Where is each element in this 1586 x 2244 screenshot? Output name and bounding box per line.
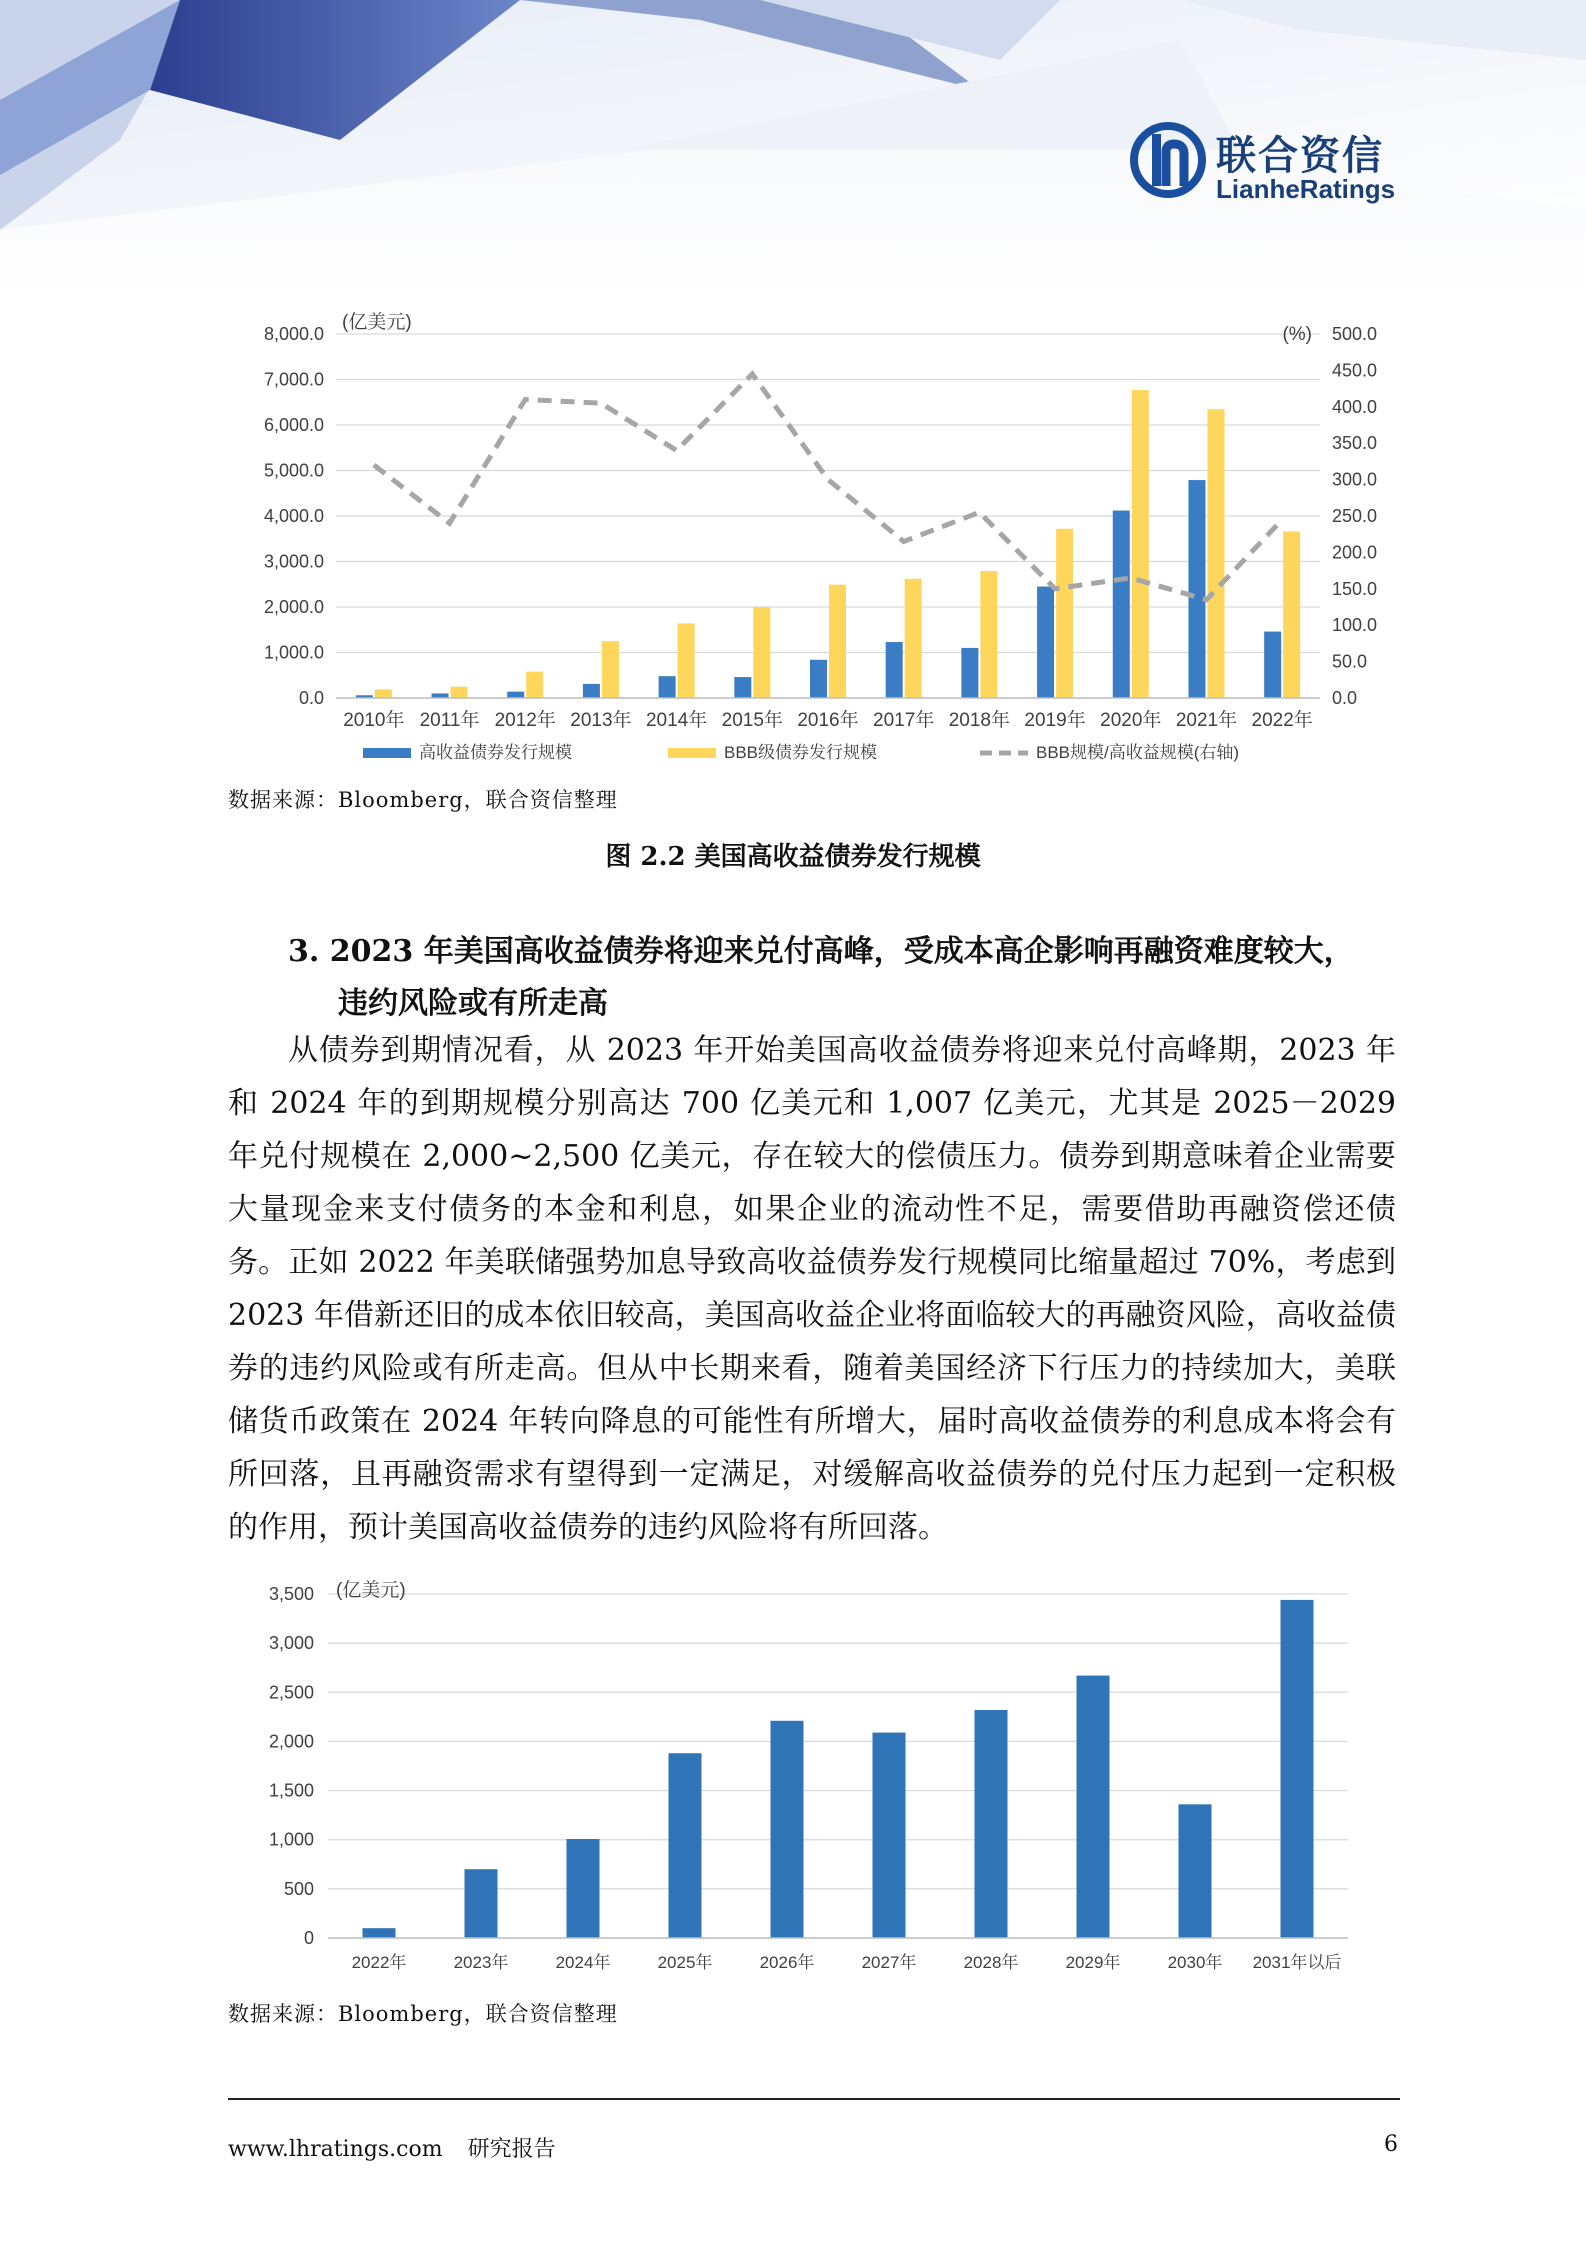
- page-number: 6: [1384, 2132, 1398, 2157]
- brand-name-en: LianheRatings: [1216, 174, 1396, 204]
- bar-bbb: [1283, 531, 1300, 698]
- legend-ratio-label: BBB规模/高收益规模(右轴): [1036, 743, 1240, 762]
- footer-website[interactable]: [228, 2132, 556, 2163]
- bar-high-yield: [810, 660, 827, 698]
- bar-high-yield: [1037, 587, 1054, 698]
- y-axis-unit: (亿美元): [336, 1580, 406, 1601]
- x-axis-tick: 2022年: [1251, 710, 1313, 731]
- bar-high-yield: [1264, 632, 1281, 698]
- bar-high-yield: [1113, 511, 1130, 698]
- section-heading-line2: 违约风险或有所走高: [338, 986, 608, 1021]
- footer-website-link[interactable]: www.lhratings.com: [228, 2137, 443, 2162]
- x-axis-tick: 2010年: [343, 710, 405, 731]
- x-axis-tick: 2027年: [861, 1953, 917, 1972]
- x-axis-tick: 2014年: [645, 710, 708, 731]
- x-axis-tick: 2013年: [570, 710, 632, 731]
- right-axis-tick: 100.0: [1332, 615, 1378, 636]
- lianhe-logo-icon: [1128, 118, 1208, 202]
- left-axis-tick: 6,000.0: [263, 415, 324, 435]
- right-axis-tick: 200.0: [1332, 542, 1378, 563]
- bar-high-yield: [886, 642, 903, 698]
- bar-bbb: [451, 687, 468, 698]
- footer-label: 研究报告: [467, 2137, 556, 2162]
- body-paragraph: 从债券到期情况看，从 2023 年开始美国高收益债券将迎来兑付高峰期，2023 年和 2024 年的到期规模分别高达 700 亿美元和 1,007 亿美元，尤其是 2025－2029 年兑付规模在 2,000~2,500 亿美元，存在较大的偿债压力。债券到期意味着企业需要大量现金来支付债务的本金和利息，如果企业的流动性不足，需要借助再融资偿还债务。正如 2022 年美联储强势加息导致高收益债券发行规模同比缩量超过 70%，考虑到 2023 年借新还旧的成本依旧较高，美国高收益企业将面临较大的再融资风险，高收益债券的违约风险或有所走高。但从中长期来看，随着美国经济下行压力的持续加大，美联储货币政策在 2024 年转向降息的可能性有所增大，届时高收益债券的利息成本将会有所回落，且再融资需求有望得到一定满足，对缓解高收益债券的兑付压力起到一定积极的作用，预计美国高收益债券的违约风险将有所回落。: [228, 1033, 1396, 1545]
- maturity-bar: [1077, 1676, 1110, 1938]
- x-axis-tick: 2019年: [1024, 710, 1086, 731]
- maturity-bar: [567, 1839, 600, 1938]
- bar-bbb: [1132, 390, 1149, 698]
- bar-bbb: [375, 689, 392, 698]
- y-axis-tick: 1,500: [268, 1780, 314, 1801]
- section-heading-line1: 3. 2023 年美国高收益债券将迎来兑付高峰，受成本高企影响再融资难度较大，: [288, 934, 1354, 969]
- left-axis-tick: 2,000.0: [263, 597, 324, 617]
- legend-bbb-label: BBB级债券发行规模: [724, 743, 878, 762]
- x-axis-tick: 2016年: [797, 710, 859, 731]
- maturity-bar: [771, 1721, 804, 1938]
- bar-bbb: [1056, 529, 1073, 698]
- right-axis-tick: 500.0: [1332, 324, 1378, 344]
- x-axis-tick: 2030年: [1167, 1953, 1223, 1972]
- bar-bbb: [526, 672, 543, 698]
- x-axis-tick: 2026年: [759, 1953, 815, 1972]
- maturity-bar: [669, 1753, 702, 1938]
- bar-bbb: [678, 623, 695, 698]
- bar-bbb: [1207, 409, 1224, 698]
- bar-high-yield: [1188, 480, 1205, 698]
- right-axis-tick: 350.0: [1332, 433, 1378, 454]
- figure-caption: 图 2.2 美国高收益债券发行规模: [605, 842, 981, 872]
- brand-logo: [1128, 118, 1428, 208]
- bar-bbb: [829, 585, 846, 698]
- left-axis-tick: 5,000.0: [263, 460, 324, 481]
- right-axis-tick: 150.0: [1332, 578, 1378, 599]
- x-axis-tick: 2020年: [1100, 710, 1162, 731]
- bar-high-yield: [659, 676, 676, 698]
- x-axis-tick: 2012年: [494, 710, 556, 731]
- x-axis-tick: 2022年: [351, 1953, 407, 1972]
- right-axis-tick: 300.0: [1332, 469, 1378, 490]
- x-axis-tick: 2028年: [963, 1953, 1019, 1972]
- x-axis-tick: 2025年: [657, 1953, 713, 1972]
- left-axis-tick: 8,000.0: [263, 324, 324, 344]
- x-axis-tick: 2018年: [948, 710, 1011, 731]
- y-axis-tick: 2,000: [268, 1731, 314, 1752]
- y-axis-tick: 1,000: [268, 1829, 314, 1850]
- x-axis-tick: 2024年: [555, 1953, 611, 1972]
- footer-divider: [228, 2098, 1400, 2100]
- y-axis-tick: 3,500: [268, 1584, 314, 1604]
- right-axis-tick: 50.0: [1332, 651, 1368, 672]
- maturity-bar: [873, 1733, 906, 1938]
- chart2-source: 数据来源：Bloomberg，联合资信整理: [228, 2002, 618, 2026]
- maturity-bar: [363, 1928, 396, 1938]
- bar-high-yield: [507, 692, 524, 698]
- maturity-bar: [1179, 1804, 1212, 1938]
- y-axis-tick: 3,000: [268, 1633, 314, 1654]
- maturity-bar: [465, 1869, 498, 1938]
- bar-high-yield: [583, 684, 600, 698]
- x-axis-tick: 2011年: [419, 710, 480, 731]
- maturity-chart: [228, 1568, 1398, 1978]
- y-axis-tick: 2,500: [268, 1682, 314, 1703]
- bar-bbb: [980, 571, 997, 698]
- x-axis-tick: 2017年: [873, 710, 935, 731]
- bar-high-yield: [961, 648, 978, 698]
- right-axis-tick: 250.0: [1332, 506, 1378, 526]
- maturity-bar: [1281, 1600, 1314, 1938]
- left-axis-tick: 1,000.0: [263, 642, 324, 663]
- y-axis-tick: 500: [283, 1878, 314, 1899]
- legend-bbb-swatch: [668, 748, 716, 758]
- legend-high-yield-swatch: [363, 748, 411, 758]
- maturity-bar: [975, 1710, 1008, 1938]
- x-axis-tick: 2015年: [721, 710, 783, 731]
- y-axis-tick: 0: [303, 1928, 314, 1948]
- left-axis-tick: 7,000.0: [263, 369, 324, 390]
- right-axis-tick: 0.0: [1332, 688, 1358, 708]
- left-axis-tick: 3,000.0: [263, 551, 324, 572]
- issuance-chart: [228, 300, 1398, 780]
- bar-bbb: [602, 641, 619, 698]
- left-axis-tick: 0.0: [298, 688, 324, 708]
- right-axis-tick: 400.0: [1332, 396, 1378, 417]
- bar-bbb: [905, 579, 922, 698]
- bar-bbb: [753, 607, 770, 698]
- x-axis-tick: 2021年: [1175, 710, 1238, 731]
- right-axis-unit: (%): [1282, 324, 1312, 345]
- x-axis-tick: 2029年: [1065, 1953, 1121, 1972]
- left-axis-unit: (亿美元): [342, 312, 412, 333]
- brand-name-cn: 联合资信: [1216, 133, 1384, 179]
- right-axis-tick: 450.0: [1332, 360, 1378, 381]
- left-axis-tick: 4,000.0: [263, 506, 324, 526]
- bar-high-yield: [734, 677, 751, 698]
- chart1-source: 数据来源：Bloomberg，联合资信整理: [228, 788, 618, 812]
- legend-high-yield-label: 高收益债券发行规模: [419, 743, 572, 762]
- x-axis-tick: 2031年以后: [1252, 1953, 1342, 1972]
- x-axis-tick: 2023年: [453, 1953, 509, 1972]
